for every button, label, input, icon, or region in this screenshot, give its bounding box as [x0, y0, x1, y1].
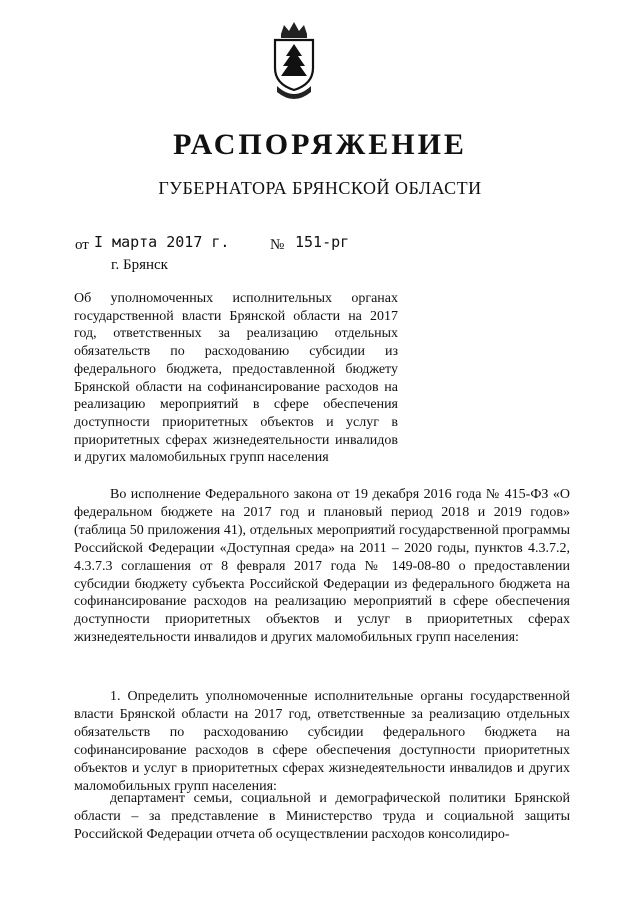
- date-value: I марта 2017 г.: [94, 233, 230, 251]
- number-sign: №: [270, 237, 285, 253]
- document-subtitle: ГУБЕРНАТОРА БРЯНСКОЙ ОБЛАСТИ: [158, 178, 482, 198]
- item-1-paragraph: [74, 688, 570, 795]
- intro-paragraph: [74, 486, 570, 647]
- coat-of-arms-icon: [271, 20, 317, 106]
- date-prefix: от: [75, 237, 89, 253]
- document-title: РАСПОРЯЖЕНИЕ: [173, 128, 467, 161]
- document-subject: Об уполномоченных исполнительных органах государственной власти Брянской области на 2017 год, ответственных за реализацию отдельных обязательств по расходованию субсидии из федерального бюджета, предоставленной бюджету Брянской области на софинансирование расходов на реализацию мероприятий в сфере обеспечения доступности приоритетных объектов и услуг в приоритетных сферах жизнедеятельности инвалидов и других маломобильных групп населения: [74, 291, 398, 466]
- intro-text: Во исполнение Федерального закона от 19 декабря 2016 года № 415-ФЗ «О федеральном бюджете на 2017 год и плановый период 2018 и 2019 годов» (таблица 50 приложения 41), отдельных мероприятий государственной программы Российской Федерации «Доступная среда» на 2011 – 2020 годы, пунктов 4.3.7.2, 4.3.7.3 соглашения от 8 февраля 2017 года № 149-08-80 о предоставлении субсидии бюджету субъекта Российской Федерации из федерального бюджета на софинансирование расходов на реализацию мероприятий в сфере обеспечения доступности приоритетных объектов и услуг в приоритетных сферах жизнедеятельности инвалидов и других маломобильных групп населения:: [74, 487, 570, 646]
- item-1-a-text: департамент семьи, социальной и демографической политики Брянской области – за представление в Министерство труда и социальной защиты Российской Федерации отчета об осуществлении расходов консолидиро-: [74, 791, 570, 842]
- item-1-subparagraph: [74, 790, 570, 844]
- city-label: г. Брянск: [111, 257, 168, 273]
- item-1-text: 1. Определить уполномоченные исполнительные органы государственной власти Брянской области на 2017 год, ответственные за реализацию отдельных обязательств по расходованию субсидии федерального бюджета на софинансирование расходов в сфере обеспечения доступности приоритетных объектов и услуг в приоритетных сферах жизнедеятельности инвалидов и других маломобильных групп населения:: [74, 689, 570, 794]
- number-value: 151-рг: [295, 233, 350, 251]
